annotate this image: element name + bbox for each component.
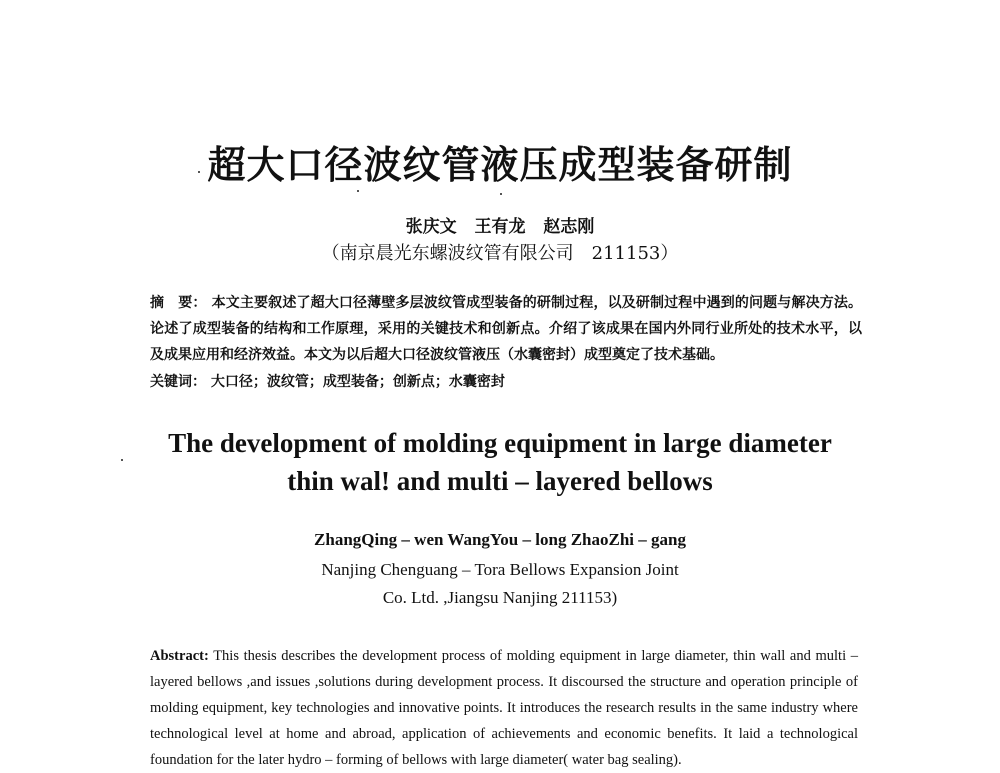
chinese-abstract xyxy=(150,290,862,368)
english-affiliation-line-2: Co. Ltd. ,Jiangsu Nanjing 211153) xyxy=(382,588,618,607)
scan-speck xyxy=(357,190,359,192)
english-title-line-1: The development of molding equipment in large diameter xyxy=(168,428,832,458)
chinese-keywords-text: 大口径；波纹管；成型装备；创新点；水囊密封 xyxy=(210,374,505,390)
chinese-abstract-label: 摘 要： xyxy=(150,295,207,311)
chinese-title: 超大口径波纹管液压成型装备研制 xyxy=(207,142,793,187)
english-affiliation-line-1: Nanjing Chenguang – Tora Bellows Expansion Joint xyxy=(321,560,679,579)
chinese-affiliation: （南京晨光东螺波纹管有限公司 211153） xyxy=(321,243,679,264)
chinese-authors: 张庆文 王有龙 赵志刚 xyxy=(405,217,595,237)
scan-speck xyxy=(198,171,200,173)
chinese-abstract-text: 本文主要叙述了超大口径薄壁多层波纹管成型装备的研制过程，以及研制过程中遇到的问题与解决方法。论述了成型装备的结构和工作原理，采用的关键技术和创新点。介绍了该成果在国内外同行业所处的技术水平，以及成果应用和经济效益。本文为以后超大口径波纹管液压（水囊密封）成型奠定了技术基础。 xyxy=(150,295,863,363)
english-abstract-label: Abstract: xyxy=(150,648,209,664)
chinese-keywords-label: 关键词： xyxy=(150,374,206,390)
scan-speck xyxy=(121,459,123,461)
english-title-line-2: thin wal! and multi – layered bellows xyxy=(287,466,713,496)
chinese-keywords xyxy=(150,369,862,395)
scan-speck xyxy=(500,193,502,195)
english-authors: ZhangQing – wen WangYou – long ZhaoZhi – gang xyxy=(314,530,686,549)
english-abstract xyxy=(150,643,858,773)
english-abstract-text: This thesis describes the development process of molding equipment in large diameter, thin wall and multi – layered bellows ,and issues ,solutions during development process. It discoursed the structure and operation principle of molding equipment, key technologies and innovative points. It introduces the research results in the same industry where technological level at home and abroad, application of achievements and economic benefits. It laid a technological foundation for the later hydro – forming of bellows with large diameter( water bag sealing). xyxy=(150,648,858,768)
